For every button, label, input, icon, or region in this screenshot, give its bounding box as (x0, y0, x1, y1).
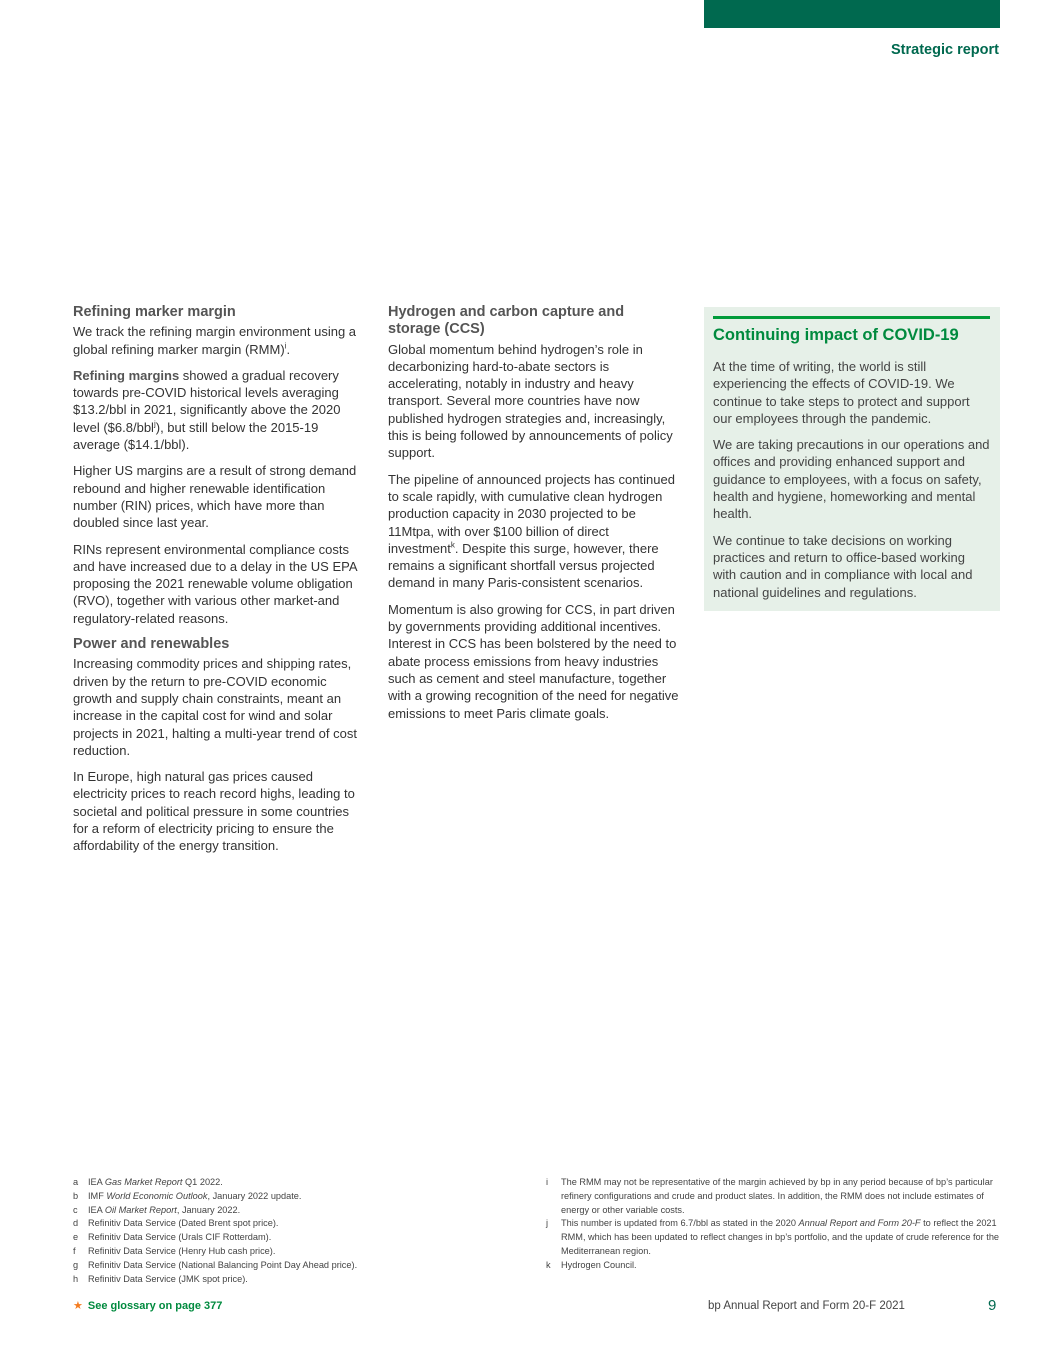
callout-paragraph: At the time of writing, the world is still experiencing the effects of COVID-19. We continue to take steps to protect and support our employees through the pandemic. (713, 359, 970, 426)
footnote-text: IEA Oil Market Report, January 2022. (88, 1204, 241, 1215)
footnote-text: IMF World Economic Outlook, January 2022 update. (88, 1190, 302, 1201)
paragraph: Refining margins showed a gradual recovery towards pre-COVID historical levels averaging $13.2/bbl in 2021, significantly above the 2020 level ($6.8/bbl$^j$), but still below the 2015-19 average ($14.1/bbl). (73, 367, 341, 453)
footnotes-right (546, 1176, 1002, 1273)
footnote-letter: a (73, 1177, 79, 1187)
footnote (546, 1176, 1002, 1217)
footnote-text: Refinitiv Data Service (National Balancing Point Day Ahead price). (88, 1259, 358, 1270)
footnotes-left (73, 1176, 513, 1286)
footnote (73, 1259, 513, 1273)
footnote (73, 1176, 513, 1190)
paragraph: Increasing commodity prices and shipping rates, driven by the return to pre-COVID economic growth and supply chain constraints, meant an increase in the capital cost for wind and solar projects in 2021, halting a multi-year trend of cost reduction. (73, 656, 357, 758)
footnote-letter: h (73, 1273, 79, 1284)
footnote (546, 1259, 1002, 1273)
heading-power-and-renewables: Power and renewables (73, 636, 230, 653)
callout-paragraph: We continue to take decisions on working practices and return to office-based working with caution and in compliance with local and national guidelines and regulations. (713, 532, 973, 600)
report-name: bp Annual Report and Form 20-F 2021 (708, 1300, 905, 1312)
footnote-letter: c (73, 1204, 78, 1215)
footnote-letter: g (73, 1259, 79, 1270)
footnote (73, 1231, 513, 1245)
footnote-letter: f (73, 1245, 76, 1256)
footnote-letter: j (546, 1218, 549, 1229)
column-middle (388, 304, 680, 731)
footnote-text: The RMM may not be representative of the margin achieved by bp in any period because of bp’s particular refinery configurations and crude and product slates. In addition, the RMM does not include estimates of energy or other variable costs. (561, 1177, 993, 1215)
footnote (73, 1204, 513, 1218)
footnote (73, 1217, 513, 1231)
footnote (73, 1245, 513, 1259)
star-icon: ★ (73, 1300, 83, 1312)
footnote-text: Refinitiv Data Service (Henry Hub cash price). (88, 1245, 276, 1256)
callout-rule (713, 316, 990, 319)
callout-title: Continuing impact of COVID-19 (713, 326, 959, 344)
page-number: 9 (988, 1297, 997, 1314)
covid-callout-box (704, 307, 1000, 611)
footnote (546, 1217, 1002, 1258)
glossary-text: See glossary on page 377 (87, 1299, 223, 1312)
footnote-letter: i (546, 1177, 549, 1187)
paragraph: The pipeline of announced projects has continued to scale rapidly, with cumulative clean hydrogen production capacity in 2030 projected to be 11Mtpa, with over $100 billion of direct investment$^k$. Despite this surge, however, there remains a significant shortfall versus projected demand in many Paris-consistent scenarios. (388, 471, 675, 591)
footnote-letter: d (73, 1218, 79, 1229)
callout-paragraph: We are taking precautions in our operations and offices and providing enhanced support and guidance to employees, with a focus on safety, health and hygiene, homeworking and mental health. (713, 437, 990, 522)
footnote-letter: b (73, 1190, 79, 1201)
heading-hydrogen-ccs: Hydrogen and carbon capture and storage (CCS) (388, 304, 625, 338)
footnote (73, 1273, 513, 1287)
header-color-tab (704, 0, 1000, 28)
paragraph: In Europe, high natural gas prices caused electricity prices to reach record highs, leading to societal and political pressure in some countries for a reform of electricity pricing to ensure the affordability of the energy transition. (73, 769, 355, 854)
footnote-text: Refinitiv Data Service (Dated Brent spot price). (88, 1218, 279, 1229)
heading-refining-marker-margin: Refining marker margin (73, 304, 236, 320)
footnote-letter: k (546, 1259, 551, 1270)
footnote (73, 1190, 513, 1204)
paragraph: Higher US margins are a result of strong demand rebound and higher renewable identification number (RIN) prices, which have more than doubled since last year. (73, 463, 357, 531)
paragraph: We track the refining margin environment using a global refining marker margin (RMM)$^i$. (73, 324, 357, 357)
section-label: Strategic report (891, 42, 999, 58)
footnote-text: Refinitiv Data Service (JMK spot price). (88, 1273, 248, 1284)
paragraph: RINs represent environmental compliance costs and have increased due to a delay in the US EPA proposing the 2021 renewable volume obligation (RVO), together with various other market-and regulatory-related reasons. (73, 541, 357, 626)
paragraph: Global momentum behind hydrogen’s role in decarbonizing hard-to-abate sectors is accelerating, notably in industry and heavy transport. Several more countries have now published hydrogen strategies and, increasingly, this is being followed by announcements of policy support. (388, 341, 673, 461)
column-left (73, 304, 363, 864)
footnote-text: Refinitiv Data Service (Urals CIF Rotterdam). (88, 1232, 272, 1243)
paragraph: Momentum is also growing for CCS, in part driven by governments providing additional incentives. Interest in CCS has been bolstered by the need to abate process emissions from heavy industries such as cement and steel manufacture, together with a growing recognition of the need for negative emissions to meet Paris climate goals. (388, 601, 679, 721)
footnote-text: IEA Gas Market Report Q1 2022. (88, 1177, 223, 1187)
footnote-letter: e (73, 1232, 79, 1243)
footnote-text: Hydrogen Council. (561, 1259, 637, 1270)
footnote-text: This number is updated from 6.7/bbl as stated in the 2020 Annual Report and Form 20-F to reflect the 2021 RMM, which has been updated to reflect changes in bp’s portfolio, and the update of crude reference for the Mediterranean region. (561, 1218, 1000, 1256)
glossary-link[interactable] (73, 1299, 222, 1312)
